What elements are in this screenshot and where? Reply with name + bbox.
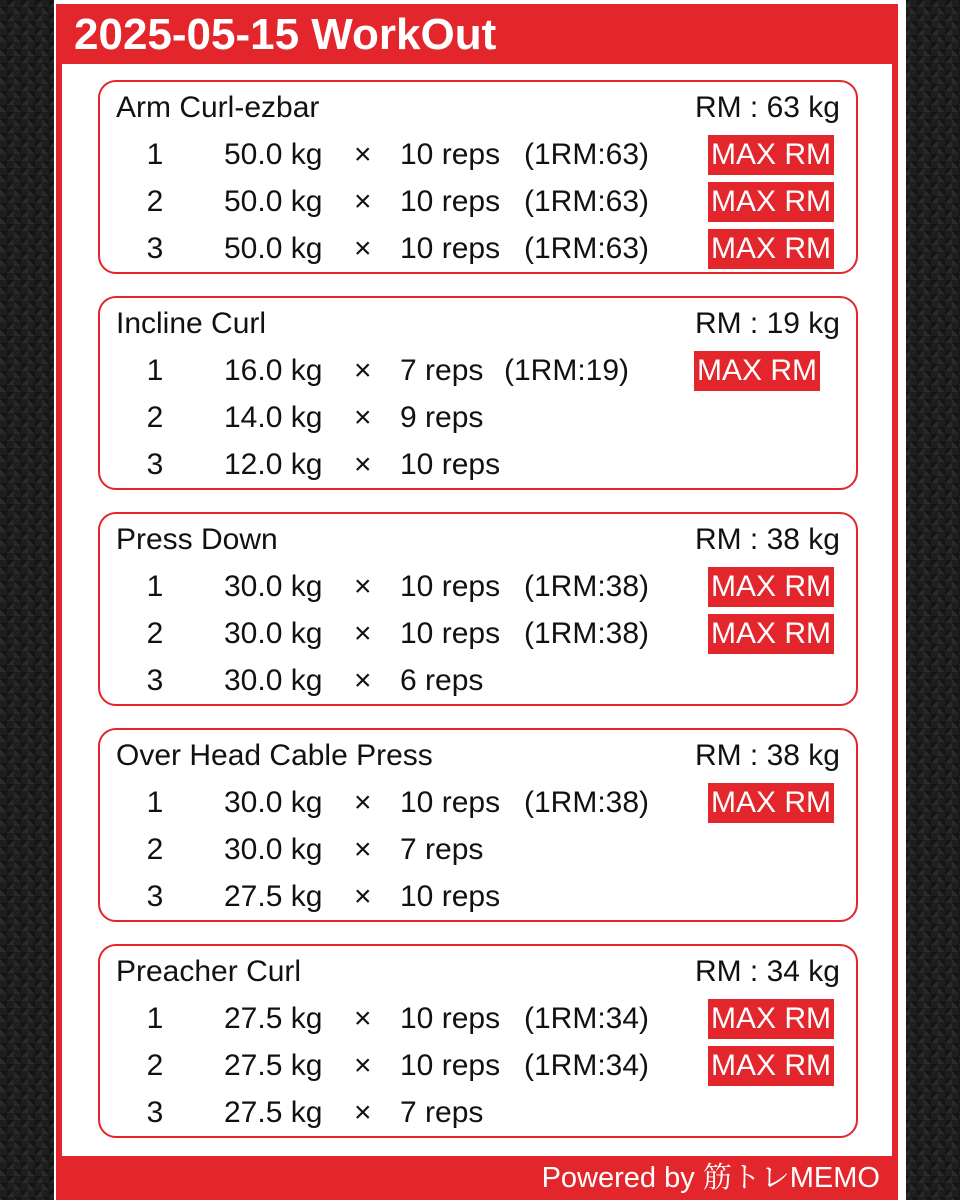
set-one-rm: (1RM:19): [504, 354, 630, 387]
times-sign: ×: [354, 138, 372, 171]
set-reps: 10 reps: [400, 880, 501, 913]
set-one-rm: (1RM:63): [524, 138, 650, 171]
set-one-rm: (1RM:34): [524, 1049, 650, 1082]
times-sign: ×: [354, 448, 372, 481]
times-sign: ×: [354, 786, 372, 819]
set-row: [100, 999, 856, 1039]
set-reps: 10 reps: [400, 232, 501, 265]
max-rm-badge: MAX RM: [708, 182, 834, 222]
set-row: [100, 229, 856, 269]
set-reps: 7 reps: [400, 354, 484, 387]
set-reps: 10 reps: [400, 1002, 501, 1035]
set-weight: 30.0 kg: [224, 617, 323, 650]
set-reps: 9 reps: [400, 401, 484, 434]
exercise-name: Press Down: [116, 523, 278, 556]
max-rm-badge: MAX RM: [708, 229, 834, 269]
set-weight: 50.0 kg: [224, 185, 323, 218]
set-weight: 50.0 kg: [224, 138, 323, 171]
exercise-card-incline-curl[interactable]: [98, 296, 858, 490]
set-weight: 14.0 kg: [224, 401, 323, 434]
set-weight: 27.5 kg: [224, 1049, 323, 1082]
times-sign: ×: [354, 617, 372, 650]
max-rm-badge: MAX RM: [708, 135, 834, 175]
set-weight: 30.0 kg: [224, 570, 323, 603]
times-sign: ×: [354, 354, 372, 387]
set-row: [100, 614, 856, 654]
set-number: 2: [146, 617, 164, 650]
set-reps: 10 reps: [400, 448, 501, 481]
exercise-rm: RM : 63 kg: [694, 91, 840, 124]
exercise-name: Incline Curl: [116, 307, 267, 340]
set-one-rm: (1RM:34): [524, 1002, 650, 1035]
footer-bar: [56, 1156, 898, 1200]
exercise-rm: RM : 34 kg: [694, 955, 840, 988]
set-reps: 10 reps: [400, 570, 501, 603]
max-rm-badge: MAX RM: [708, 783, 834, 823]
set-weight: 30.0 kg: [224, 786, 323, 819]
set-row: [100, 1093, 856, 1133]
set-row: [100, 351, 856, 391]
set-row: [100, 445, 856, 485]
set-reps: 10 reps: [400, 1049, 501, 1082]
exercise-list: [56, 64, 898, 1156]
set-row: [100, 398, 856, 438]
set-number: 2: [146, 833, 164, 866]
set-weight: 12.0 kg: [224, 448, 323, 481]
times-sign: ×: [354, 833, 372, 866]
set-reps: 10 reps: [400, 138, 501, 171]
set-number: 3: [146, 448, 164, 481]
set-weight: 30.0 kg: [224, 664, 323, 697]
set-number: 1: [146, 570, 164, 603]
set-reps: 7 reps: [400, 833, 484, 866]
exercise-name: Over Head Cable Press: [116, 739, 433, 772]
header-bar: [56, 4, 898, 64]
times-sign: ×: [354, 570, 372, 603]
set-weight: 27.5 kg: [224, 880, 323, 913]
times-sign: ×: [354, 232, 372, 265]
set-row: [100, 877, 856, 917]
set-row: [100, 830, 856, 870]
set-number: 1: [146, 786, 164, 819]
set-reps: 10 reps: [400, 185, 501, 218]
set-weight: 30.0 kg: [224, 833, 323, 866]
exercise-card-over-head-cable-press[interactable]: [98, 728, 858, 922]
set-weight: 27.5 kg: [224, 1096, 323, 1129]
set-weight: 27.5 kg: [224, 1002, 323, 1035]
exercise-card-press-down[interactable]: [98, 512, 858, 706]
set-row: [100, 567, 856, 607]
max-rm-badge: MAX RM: [708, 1046, 834, 1086]
exercise-rm: RM : 38 kg: [694, 523, 840, 556]
times-sign: ×: [354, 401, 372, 434]
times-sign: ×: [354, 1049, 372, 1082]
workout-card: [54, 0, 906, 1200]
times-sign: ×: [354, 1096, 372, 1129]
max-rm-badge: MAX RM: [708, 567, 834, 607]
max-rm-badge: MAX RM: [694, 351, 820, 391]
set-number: 2: [146, 401, 164, 434]
set-row: [100, 182, 856, 222]
set-row: [100, 661, 856, 701]
set-one-rm: (1RM:38): [524, 617, 650, 650]
set-row: [100, 135, 856, 175]
exercise-card-preacher-curl[interactable]: [98, 944, 858, 1138]
exercise-name: Preacher Curl: [116, 955, 302, 988]
exercise-rm: RM : 38 kg: [694, 739, 840, 772]
set-one-rm: (1RM:38): [524, 786, 650, 819]
set-number: 1: [146, 1002, 164, 1035]
set-row: [100, 1046, 856, 1086]
set-weight: 50.0 kg: [224, 232, 323, 265]
max-rm-badge: MAX RM: [708, 614, 834, 654]
set-one-rm: (1RM:63): [524, 232, 650, 265]
times-sign: ×: [354, 880, 372, 913]
set-reps: 7 reps: [400, 1096, 484, 1129]
set-number: 1: [146, 138, 164, 171]
page-title: 2025-05-15 WorkOut: [74, 10, 497, 59]
exercise-card-arm-curl-ezbar[interactable]: [98, 80, 858, 274]
times-sign: ×: [354, 664, 372, 697]
powered-by-credit: Powered by 筋トレMEMO: [541, 1162, 880, 1194]
set-reps: 10 reps: [400, 786, 501, 819]
set-number: 2: [146, 1049, 164, 1082]
exercise-rm: RM : 19 kg: [694, 307, 840, 340]
set-number: 3: [146, 880, 164, 913]
set-number: 3: [146, 232, 164, 265]
set-one-rm: (1RM:63): [524, 185, 650, 218]
set-reps: 6 reps: [400, 664, 484, 697]
set-number: 3: [146, 664, 164, 697]
set-one-rm: (1RM:38): [524, 570, 650, 603]
times-sign: ×: [354, 185, 372, 218]
max-rm-badge: MAX RM: [708, 999, 834, 1039]
set-weight: 16.0 kg: [224, 354, 323, 387]
set-number: 2: [146, 185, 164, 218]
set-number: 3: [146, 1096, 164, 1129]
exercise-name: Arm Curl-ezbar: [116, 91, 320, 124]
set-number: 1: [146, 354, 164, 387]
set-row: [100, 783, 856, 823]
times-sign: ×: [354, 1002, 372, 1035]
set-reps: 10 reps: [400, 617, 501, 650]
